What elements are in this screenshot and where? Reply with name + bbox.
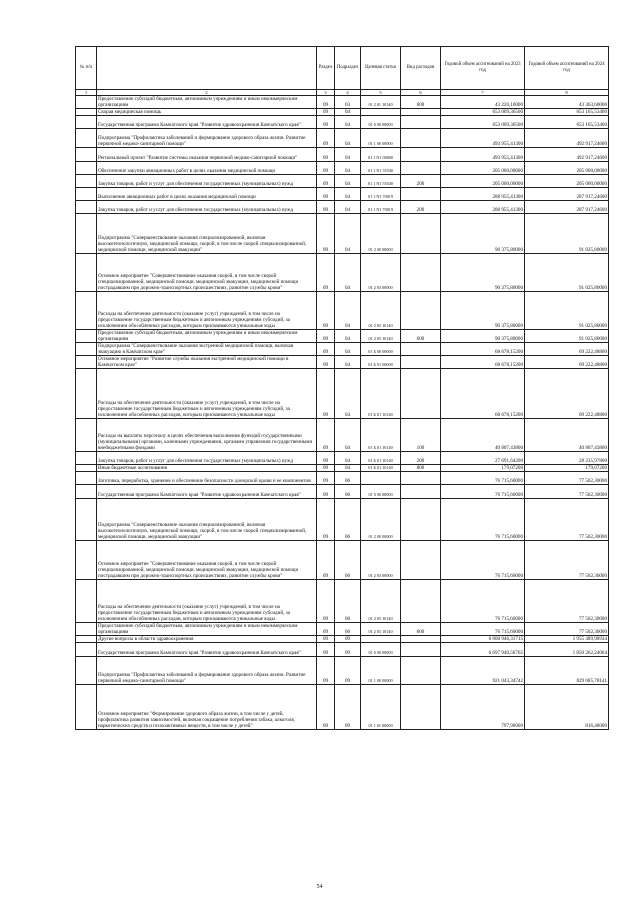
cell-amount-2024: 40 807,43800 (525, 419, 609, 452)
cell-target-article (361, 636, 401, 643)
cell-amount-2023: 179,07200 (441, 465, 525, 472)
cell-razdel: 09 (317, 419, 335, 452)
table-row (76, 162, 609, 175)
table-row (76, 175, 609, 188)
cell-amount-2024: 287 917,24600 (525, 201, 609, 214)
col-number: 6 (401, 90, 441, 96)
cell-num (76, 162, 97, 175)
budget-table (75, 46, 609, 730)
cell-num (76, 116, 97, 129)
cell-amount-2024: 492 917,24600 (525, 129, 609, 148)
col-number: 5 (361, 90, 401, 96)
cell-podrazdel: 04 (335, 330, 361, 343)
cell-amount-2024: 69 222,48800 (525, 369, 609, 419)
table-header-row (76, 47, 609, 90)
cell-name: Расходы на обеспечение деятельности (оказание услуг) учреждений, в том числе на предоставление государственным бюджетным и автономным учреждениям субсидий, за исключением обособленных расходов, которым присваиваются уникальные коды (97, 580, 317, 623)
cell-name: Подпрограмма "Профилактика заболеваний и формирование здорового образа жизни. Развитие первичной медико-санитарной помощи" (97, 129, 317, 148)
cell-podrazdel: 04 (335, 369, 361, 419)
cell-expense-type (401, 254, 441, 292)
cell-razdel: 09 (317, 214, 335, 254)
cell-name: Обеспечение закупки авиационных работ в целях оказания медицинской помощи (97, 162, 317, 175)
cell-amount-2024: 91 025,80000 (525, 292, 609, 330)
table-row (76, 499, 609, 541)
table-row (76, 96, 609, 109)
cell-expense-type (401, 541, 441, 580)
cell-target-article: 01 2 03 10140 (361, 330, 401, 343)
table-row (76, 343, 609, 356)
header-expense-type: Вид расходов (401, 47, 441, 90)
cell-name: Заготовка, переработка, хранение и обеспечение безопасности донорской крови и ее компонентов (97, 472, 317, 485)
table-row (76, 254, 609, 292)
cell-expense-type (401, 499, 441, 541)
cell-amount-2024: 77 502,30000 (525, 472, 609, 485)
col-number: 1 (76, 90, 97, 96)
cell-amount-2023: 288 955,41300 (441, 201, 525, 214)
cell-expense-type (401, 580, 441, 623)
cell-name: Государственная программа Камчатского края "Развитие здравоохранения Камчатского края" (97, 643, 317, 657)
cell-amount-2023: 90 375,80000 (441, 292, 525, 330)
table-row (76, 636, 609, 643)
cell-name: Предоставление субсидий бюджетным, автономным учреждениям и иным некоммерческим организациям (97, 96, 317, 109)
cell-target-article: 01 1 01 00000 (361, 685, 401, 730)
cell-amount-2024: 77 502,30000 (525, 623, 609, 636)
cell-podrazdel: 04 (335, 188, 361, 201)
cell-podrazdel: 04 (335, 292, 361, 330)
table-row (76, 330, 609, 343)
cell-num (76, 472, 97, 485)
table-row (76, 148, 609, 162)
cell-razdel: 09 (317, 201, 335, 214)
cell-razdel: 09 (317, 343, 335, 356)
header-name (97, 47, 317, 90)
table-row (76, 485, 609, 499)
cell-num (76, 343, 97, 356)
cell-num (76, 685, 97, 730)
cell-razdel: 09 (317, 96, 335, 109)
header-num: № п/п (76, 47, 97, 90)
cell-razdel: 09 (317, 175, 335, 188)
cell-amount-2023: 76 715,60000 (441, 499, 525, 541)
cell-name: Региональный проект "Развитие системы оказания первичной медико-санитарной помощи" (97, 148, 317, 162)
cell-num (76, 109, 97, 116)
cell-amount-2024: 69 222,48800 (525, 343, 609, 356)
cell-razdel: 09 (317, 643, 335, 657)
cell-expense-type: 200 (401, 452, 441, 465)
cell-expense-type (401, 485, 441, 499)
cell-num (76, 214, 97, 254)
cell-name: Выполнение авиационных работ в целях оказания медицинской помощи (97, 188, 317, 201)
cell-expense-type (401, 214, 441, 254)
table-row (76, 419, 609, 452)
cell-amount-2023: 493 955,41300 (441, 129, 525, 148)
cell-amount-2024: 77 502,30000 (525, 499, 609, 541)
cell-podrazdel: 04 (335, 214, 361, 254)
cell-amount-2023: 653 009,36500 (441, 109, 525, 116)
cell-razdel: 09 (317, 541, 335, 580)
cell-amount-2024: 91 025,80000 (525, 330, 609, 343)
cell-num (76, 129, 97, 148)
cell-amount-2023: 797,90000 (441, 685, 525, 730)
cell-expense-type (401, 636, 441, 643)
cell-expense-type (401, 292, 441, 330)
cell-razdel: 09 (317, 254, 335, 292)
cell-podrazdel: 09 (335, 657, 361, 685)
cell-target-article: 01 2 03 10140 (361, 623, 401, 636)
cell-razdel: 09 (317, 148, 335, 162)
cell-name: Основное мероприятие "Совершенствование оказания скорой, в том числе скорой специализированной, медицинской помощи, медицинской эвакуации, медицинской помощи пострадавшим при дорожно-транспортных происшествиях, развитие службы крови" (97, 254, 317, 292)
cell-name: Государственная программа Камчатского края "Развитие здравоохранения Камчатского края" (97, 116, 317, 129)
header-amount-2023: Годовой объем ассигнований на 2023 год (441, 47, 525, 90)
table-row (76, 643, 609, 657)
cell-expense-type: 200 (401, 175, 441, 188)
table-row (76, 657, 609, 685)
cell-amount-2023: 40 807,43800 (441, 419, 525, 452)
cell-num (76, 148, 97, 162)
cell-expense-type: 600 (401, 330, 441, 343)
cell-podrazdel: 04 (335, 201, 361, 214)
cell-num (76, 465, 97, 472)
cell-target-article: 01 1 N1 70019 (361, 188, 401, 201)
cell-razdel: 09 (317, 623, 335, 636)
cell-num (76, 499, 97, 541)
cell-razdel: 09 (317, 485, 335, 499)
cell-podrazdel: 06 (335, 623, 361, 636)
cell-podrazdel: 06 (335, 499, 361, 541)
cell-name: Подпрограмма "Совершенствование оказания специализированной, включая высокотехнологичную, медицинской помощи, скорой, в том числе скорой специализированной, медицинской помощи, медицинской эвакуации" (97, 214, 317, 254)
cell-podrazdel: 04 (335, 109, 361, 116)
cell-name: Предоставление субсидий бюджетным, автономным учреждениям и иным некоммерческим организациям (97, 330, 317, 343)
table-row (76, 685, 609, 730)
cell-amount-2023: 76 715,60000 (441, 580, 525, 623)
cell-podrazdel: 04 (335, 452, 361, 465)
cell-name: Подпрограмма "Совершенствование оказания экстренной медицинской помощи, включая эвакуацию в Камчатском крае" (97, 343, 317, 356)
cell-name: Подпрограмма "Профилактика заболеваний и формирование здорового образа жизни. Развитие первичной медико-санитарной помощи" (97, 657, 317, 685)
cell-name: Предоставление субсидий бюджетным, автономным учреждениям и иным некоммерческим организациям (97, 623, 317, 636)
cell-razdel: 09 (317, 472, 335, 485)
table-row (76, 201, 609, 214)
header-podrazdel: Подраздел (335, 47, 361, 90)
cell-num (76, 636, 97, 643)
cell-amount-2024: 653 165,53400 (525, 116, 609, 129)
cell-amount-2024: 829 685,78141 (525, 657, 609, 685)
cell-target-article: 01 1 N1 00000 (361, 148, 401, 162)
cell-amount-2023: 921 043,34742 (441, 657, 525, 685)
cell-num (76, 419, 97, 452)
cell-podrazdel: 04 (335, 465, 361, 472)
cell-razdel: 09 (317, 129, 335, 148)
cell-name: Другие вопросы в области здравоохранения (97, 636, 317, 643)
cell-amount-2024: 69 222,48800 (525, 356, 609, 369)
cell-razdel: 09 (317, 636, 335, 643)
cell-amount-2023: 288 955,41300 (441, 188, 525, 201)
cell-expense-type (401, 109, 441, 116)
cell-podrazdel: 04 (335, 254, 361, 292)
cell-num (76, 201, 97, 214)
cell-expense-type (401, 685, 441, 730)
cell-name: Основное мероприятие "Формирование здорового образа жизни, в том числе у детей, профилактика развития зависимостей, включая сокращение потребления табака, алкоголя, наркотических средств и психоактивных веществ, в том числе у детей" (97, 685, 317, 730)
header-target-article: Целевая статья (361, 47, 401, 90)
cell-target-article: 01 2 03 10140 (361, 292, 401, 330)
cell-name: Основное мероприятие "Развитие службы оказания экстренной медицинской помощи в Камчатском крае" (97, 356, 317, 369)
cell-name: Расходы на обеспечение деятельности (оказание услуг) учреждений, в том числе на предоставление государственным бюджетным и автономным учреждениям субсидий, за исключением обособленных расходов, которым присваиваются уникальные коды (97, 292, 317, 330)
table-row (76, 472, 609, 485)
cell-podrazdel: 09 (335, 685, 361, 730)
cell-amount-2024: 77 502,30000 (525, 485, 609, 499)
cell-target-article: 01 Б 01 10140 (361, 452, 401, 465)
cell-podrazdel: 03 (335, 96, 361, 109)
cell-target-article: 01 Б 01 10140 (361, 465, 401, 472)
cell-razdel: 09 (317, 109, 335, 116)
cell-amount-2024: 205 000,00000 (525, 175, 609, 188)
header-razdel: Раздел (317, 47, 335, 90)
cell-expense-type: 600 (401, 623, 441, 636)
cell-podrazdel: 04 (335, 343, 361, 356)
table-row (76, 188, 609, 201)
cell-razdel: 09 (317, 162, 335, 175)
cell-podrazdel: 06 (335, 541, 361, 580)
cell-amount-2023: 76 715,60000 (441, 485, 525, 499)
cell-target-article: 01 2 00 00000 (361, 499, 401, 541)
cell-expense-type (401, 369, 441, 419)
cell-podrazdel: 09 (335, 643, 361, 657)
cell-target-article: 01 Б 01 10140 (361, 369, 401, 419)
col-number: 8 (525, 90, 609, 96)
cell-target-article: 01 Б 01 10140 (361, 419, 401, 452)
cell-amount-2023: 6 697 940,56765 (441, 643, 525, 657)
cell-podrazdel: 06 (335, 485, 361, 499)
cell-num (76, 330, 97, 343)
cell-razdel: 09 (317, 330, 335, 343)
cell-razdel: 09 (317, 685, 335, 730)
cell-num (76, 188, 97, 201)
header-amount-2024: Годовой объем ассигнований на 2024 год (525, 47, 609, 90)
cell-amount-2023: 6 800 946,31715 (441, 636, 525, 643)
cell-amount-2023: 205 000,00000 (441, 162, 525, 175)
col-number: 4 (335, 90, 361, 96)
cell-amount-2024: 77 502,30000 (525, 541, 609, 580)
cell-name: Основное мероприятие "Совершенствование оказания скорой, в том числе скорой специализированной, медицинской помощи, медицинской эвакуации, медицинской помощи пострадавшим при дорожно-транспортных происшествиях, развитие службы крови" (97, 541, 317, 580)
cell-target-article: 01 1 N1 70019 (361, 201, 401, 214)
cell-razdel: 09 (317, 116, 335, 129)
cell-podrazdel: 04 (335, 175, 361, 188)
cell-expense-type (401, 148, 441, 162)
cell-name: Иные бюджетные ассигнования (97, 465, 317, 472)
cell-target-article: 01 1 00 00000 (361, 129, 401, 148)
cell-razdel: 09 (317, 188, 335, 201)
cell-amount-2023: 76 715,60000 (441, 623, 525, 636)
cell-target-article: 01 Б 00 00000 (361, 343, 401, 356)
cell-num (76, 175, 97, 188)
cell-expense-type: 100 (401, 419, 441, 452)
table-row (76, 214, 609, 254)
cell-expense-type: 200 (401, 201, 441, 214)
cell-podrazdel: 04 (335, 356, 361, 369)
cell-razdel: 09 (317, 580, 335, 623)
cell-amount-2023: 76 715,60000 (441, 472, 525, 485)
cell-amount-2024: 492 917,24600 (525, 148, 609, 162)
cell-target-article (361, 109, 401, 116)
cell-name: Расходы на обеспечение деятельности (оказание услуг) учреждений, в том числе на предоставление государственным бюджетным и автономным учреждениям субсидий, за исключением обособленных расходов, которым присваиваются уникальные коды (97, 369, 317, 419)
cell-expense-type (401, 116, 441, 129)
cell-podrazdel: 06 (335, 580, 361, 623)
cell-amount-2024: 91 025,80000 (525, 214, 609, 254)
cell-razdel: 09 (317, 465, 335, 472)
cell-target-article: 01 1 N1 55540 (361, 162, 401, 175)
cell-num (76, 485, 97, 499)
table-row (76, 541, 609, 580)
cell-name: Закупка товаров, работ и услуг для обеспечения государственных (муниципальных) нужд (97, 452, 317, 465)
cell-podrazdel: 04 (335, 116, 361, 129)
cell-expense-type (401, 343, 441, 356)
cell-num (76, 643, 97, 657)
cell-expense-type (401, 643, 441, 657)
cell-target-article: 01 Б 01 00000 (361, 356, 401, 369)
cell-target-article: 01 1 00 00000 (361, 657, 401, 685)
cell-amount-2024: 287 917,24600 (525, 188, 609, 201)
table-row (76, 452, 609, 465)
cell-podrazdel: 04 (335, 419, 361, 452)
cell-amount-2023: 653 009,36500 (441, 116, 525, 129)
cell-target-article: 01 0 00 00000 (361, 485, 401, 499)
cell-razdel: 09 (317, 499, 335, 541)
cell-amount-2023: 68 678,15200 (441, 369, 525, 419)
table-row (76, 580, 609, 623)
cell-podrazdel: 09 (335, 636, 361, 643)
cell-amount-2023: 493 955,41300 (441, 148, 525, 162)
cell-amount-2023: 27 691,64200 (441, 452, 525, 465)
table-row (76, 292, 609, 330)
cell-expense-type (401, 188, 441, 201)
cell-expense-type: 800 (401, 465, 441, 472)
cell-target-article: 01 0 00 00000 (361, 116, 401, 129)
table-row (76, 129, 609, 148)
cell-num (76, 541, 97, 580)
cell-amount-2024: 77 502,30000 (525, 580, 609, 623)
cell-amount-2023: 90 375,80000 (441, 254, 525, 292)
page-number: 54 (316, 884, 323, 890)
col-number: 2 (97, 90, 317, 96)
cell-expense-type (401, 657, 441, 685)
cell-amount-2023: 68 678,15200 (441, 343, 525, 356)
cell-amount-2024: 91 025,80000 (525, 254, 609, 292)
col-number: 7 (441, 90, 525, 96)
cell-razdel: 09 (317, 657, 335, 685)
cell-num (76, 369, 97, 419)
cell-amount-2024: 179,07200 (525, 465, 609, 472)
col-number: 3 (317, 90, 335, 96)
cell-amount-2024: 1 850 262,24064 (525, 643, 609, 657)
cell-amount-2024: 28 235,97800 (525, 452, 609, 465)
cell-amount-2024: 1 955 489,90934 (525, 636, 609, 643)
table-row (76, 356, 609, 369)
cell-num (76, 96, 97, 109)
cell-amount-2024: 205 000,00000 (525, 162, 609, 175)
cell-amount-2024: 816,40000 (525, 685, 609, 730)
table-row (76, 465, 609, 472)
cell-amount-2024: 43 363,60000 (525, 96, 609, 109)
cell-name: Расходы на выплаты персоналу в целях обеспечения выполнения функций государственными (муниципальными) органами, казенными учреждениями, органами управления государственными внебюджетными фондами (97, 419, 317, 452)
cell-num (76, 254, 97, 292)
cell-razdel: 09 (317, 452, 335, 465)
cell-target-article: 01 2 03 00000 (361, 541, 401, 580)
cell-expense-type: 600 (401, 96, 441, 109)
cell-amount-2023: 68 678,15200 (441, 356, 525, 369)
cell-amount-2023: 90 375,80000 (441, 214, 525, 254)
cell-amount-2024: 653 165,53400 (525, 109, 609, 116)
cell-target-article: 01 0 00 00000 (361, 643, 401, 657)
cell-target-article: 01 2 01 10140 (361, 96, 401, 109)
cell-podrazdel: 04 (335, 162, 361, 175)
cell-razdel: 09 (317, 356, 335, 369)
cell-expense-type (401, 472, 441, 485)
cell-expense-type (401, 162, 441, 175)
cell-expense-type (401, 356, 441, 369)
cell-razdel: 09 (317, 369, 335, 419)
cell-podrazdel: 06 (335, 472, 361, 485)
cell-num (76, 623, 97, 636)
cell-name: Закупка товаров, работ и услуг для обеспечения государственных (муниципальных) нужд (97, 175, 317, 188)
cell-expense-type (401, 129, 441, 148)
cell-target-article (361, 472, 401, 485)
cell-amount-2023: 205 000,00000 (441, 175, 525, 188)
cell-name: Скорая медицинская помощь (97, 109, 317, 116)
cell-target-article: 01 1 N1 55540 (361, 175, 401, 188)
table-row (76, 623, 609, 636)
cell-num (76, 356, 97, 369)
table-row (76, 116, 609, 129)
cell-name: Закупка товаров, работ и услуг для обеспечения государственных (муниципальных) нужд (97, 201, 317, 214)
cell-podrazdel: 04 (335, 148, 361, 162)
cell-num (76, 580, 97, 623)
table-row (76, 109, 609, 116)
cell-num (76, 292, 97, 330)
table-row (76, 369, 609, 419)
cell-target-article: 01 2 00 00000 (361, 214, 401, 254)
cell-num (76, 657, 97, 685)
cell-target-article: 01 2 03 00000 (361, 254, 401, 292)
cell-podrazdel: 04 (335, 129, 361, 148)
cell-amount-2023: 90 375,80000 (441, 330, 525, 343)
cell-razdel: 09 (317, 292, 335, 330)
cell-amount-2023: 43 220,10000 (441, 96, 525, 109)
cell-name: Подпрограмма "Совершенствование оказания специализированной, включая высокотехнологичную, медицинской помощи, скорой, в том числе скорой специализированной, медицинской помощи, медицинской эвакуации" (97, 499, 317, 541)
cell-target-article: 01 2 03 10140 (361, 580, 401, 623)
cell-num (76, 452, 97, 465)
cell-name: Государственная программа Камчатского края "Развитие здравоохранения Камчатского края" (97, 485, 317, 499)
cell-amount-2023: 76 715,60000 (441, 541, 525, 580)
